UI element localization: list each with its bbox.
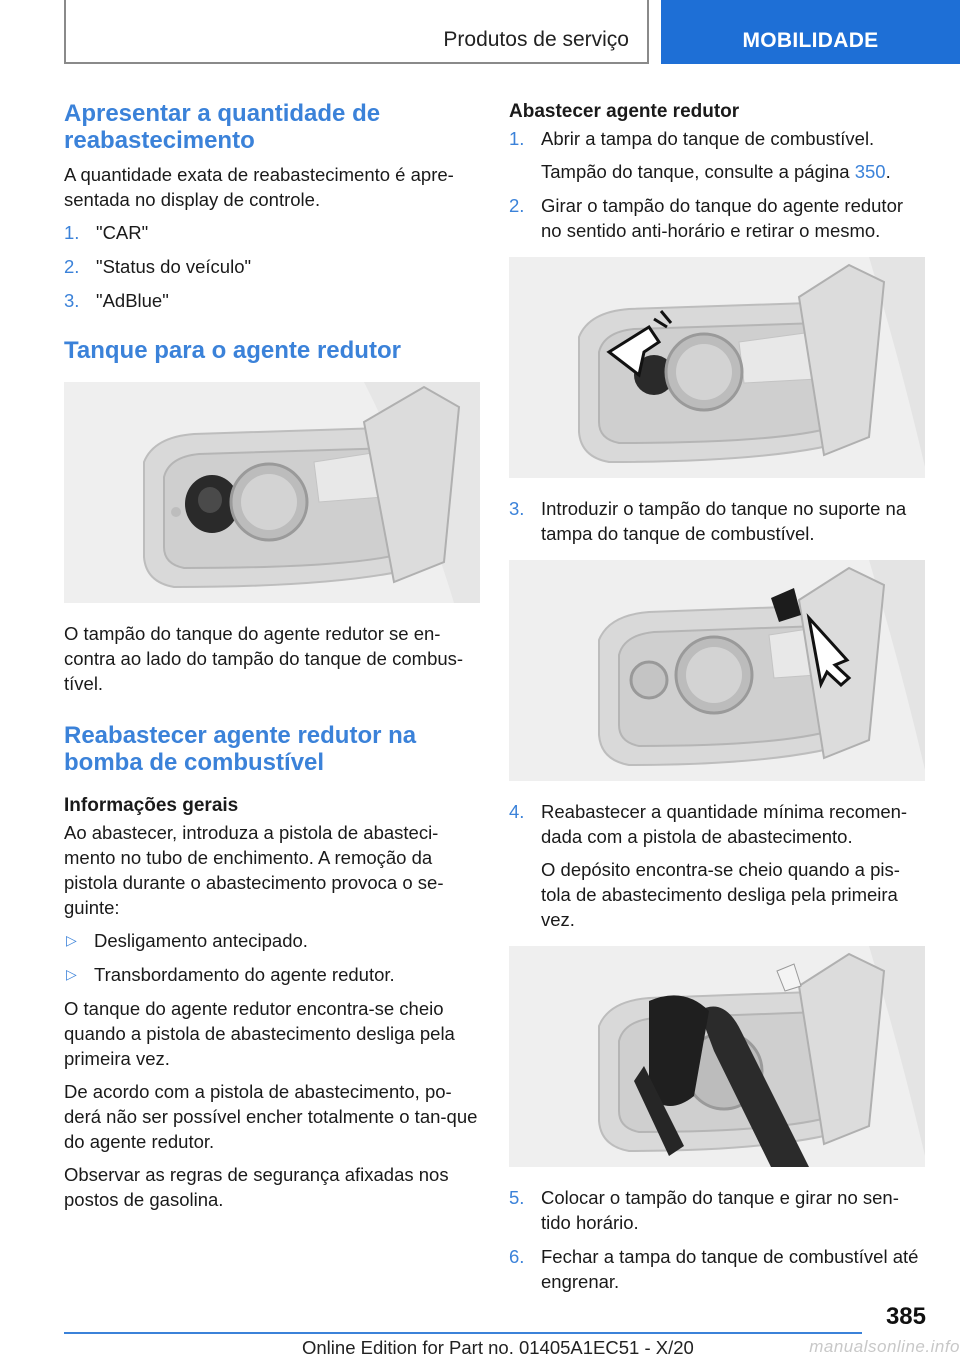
figure-nozzle <box>509 946 925 1167</box>
para-safety: Observar as regras de segurança afixadas nos postos de gasolina. <box>64 1164 449 1210</box>
list-item: 2. "Status do veículo" <box>64 256 252 277</box>
list-item: 3. "AdBlue" <box>64 290 169 311</box>
menu-steps-list <box>64 220 482 313</box>
para-general: Ao abastecer, introduza a pistola de abasteci-mento no tubo de enchimento. A remoção da pistola durante o abastecimento provoca o se-guinte: <box>64 822 444 918</box>
heading-refuel-pump: Reabastecer agente redutor na bomba de combustível <box>64 722 417 776</box>
list-item: 3. Introduzir o tampão do tanque no suporte na tampa do tanque de combustível. <box>509 498 907 544</box>
refuel-steps-list-b <box>509 496 925 546</box>
page-number: 385 <box>885 1303 926 1330</box>
para-quantity: A quantidade exata de reabastecimento é apre-sentada no display de controle. <box>64 164 454 210</box>
remove-cap-illustration <box>509 257 925 478</box>
list-item: 5. Colocar o tampão do tanque e girar no sen-tido horário. <box>509 1187 899 1233</box>
list-item: ▷ Desligamento antecipado. <box>66 930 308 951</box>
fuel-flap-illustration <box>64 382 480 603</box>
para-nozzle: De acordo com a pistola de abastecimento, po-derá não ser possível encher totalmente o tan-que do agente redutor. <box>64 1081 478 1152</box>
heading-refuel: Abastecer agente redutor <box>509 101 740 122</box>
edition-label: Online Edition for Part no. 01405A1EC51 - X/20 <box>302 1337 694 1358</box>
refuel-steps-list-c <box>509 799 925 932</box>
triangle-bullet-icon: ▷ <box>66 932 77 948</box>
list-item: 6. Fechar a tampa do tanque de combustível até engrenar. <box>509 1246 919 1292</box>
left-column <box>64 100 482 1220</box>
list-item: ▷ Transbordamento do agente redutor. <box>66 964 395 985</box>
heading-general-info: Informações gerais <box>64 795 239 816</box>
para-full: O tanque do agente redutor encontra-se cheio quando a pistola de abastecimento desliga pela primeira vez. <box>64 998 455 1069</box>
footer-divider <box>64 1332 862 1334</box>
list-item: 4. Reabastecer a quantidade mínima recomen-dada com a pistola de abastecimento. O depósito encontra-se cheio quando a pis-tola de abastecimento desliga pela primeira vez. <box>509 801 908 930</box>
nozzle-illustration <box>509 946 925 1167</box>
page-link[interactable]: 350 <box>854 161 886 182</box>
list-item: 2. Girar o tampão do tanque do agente redutor no sentido anti-horário e retirar o mesmo. <box>509 195 904 241</box>
right-column <box>509 100 925 1303</box>
section-tab <box>64 0 649 64</box>
store-cap-illustration <box>509 560 925 781</box>
chapter-tab-label: MOBILIDADE <box>742 29 879 52</box>
refuel-steps-list-d <box>509 1185 925 1294</box>
list-item: 1. "CAR" <box>64 222 149 243</box>
figure-tank-caps <box>64 382 480 603</box>
page-header <box>64 0 960 66</box>
consequences-list <box>64 928 482 987</box>
watermark: manualsonline.info <box>809 1337 960 1356</box>
list-item: 1. Abrir a tampa do tanque de combustível. Tampão do tanque, consulte a página 350. <box>509 128 891 182</box>
para-tank: O tampão do tanque do agente redutor se en-contra ao lado do tampão do tanque de combus-tível. <box>64 623 464 694</box>
heading-tank: Tanque para o agente redutor <box>64 337 401 364</box>
heading-quantity: Apresentar a quantidade de reabastecimento <box>64 100 381 154</box>
refuel-steps-list-a <box>509 126 925 243</box>
figure-store-cap <box>509 560 925 781</box>
triangle-bullet-icon: ▷ <box>66 966 77 982</box>
figure-remove-cap <box>509 257 925 478</box>
chapter-tab <box>661 0 960 64</box>
section-tab-label: Produtos de serviço <box>443 28 629 51</box>
